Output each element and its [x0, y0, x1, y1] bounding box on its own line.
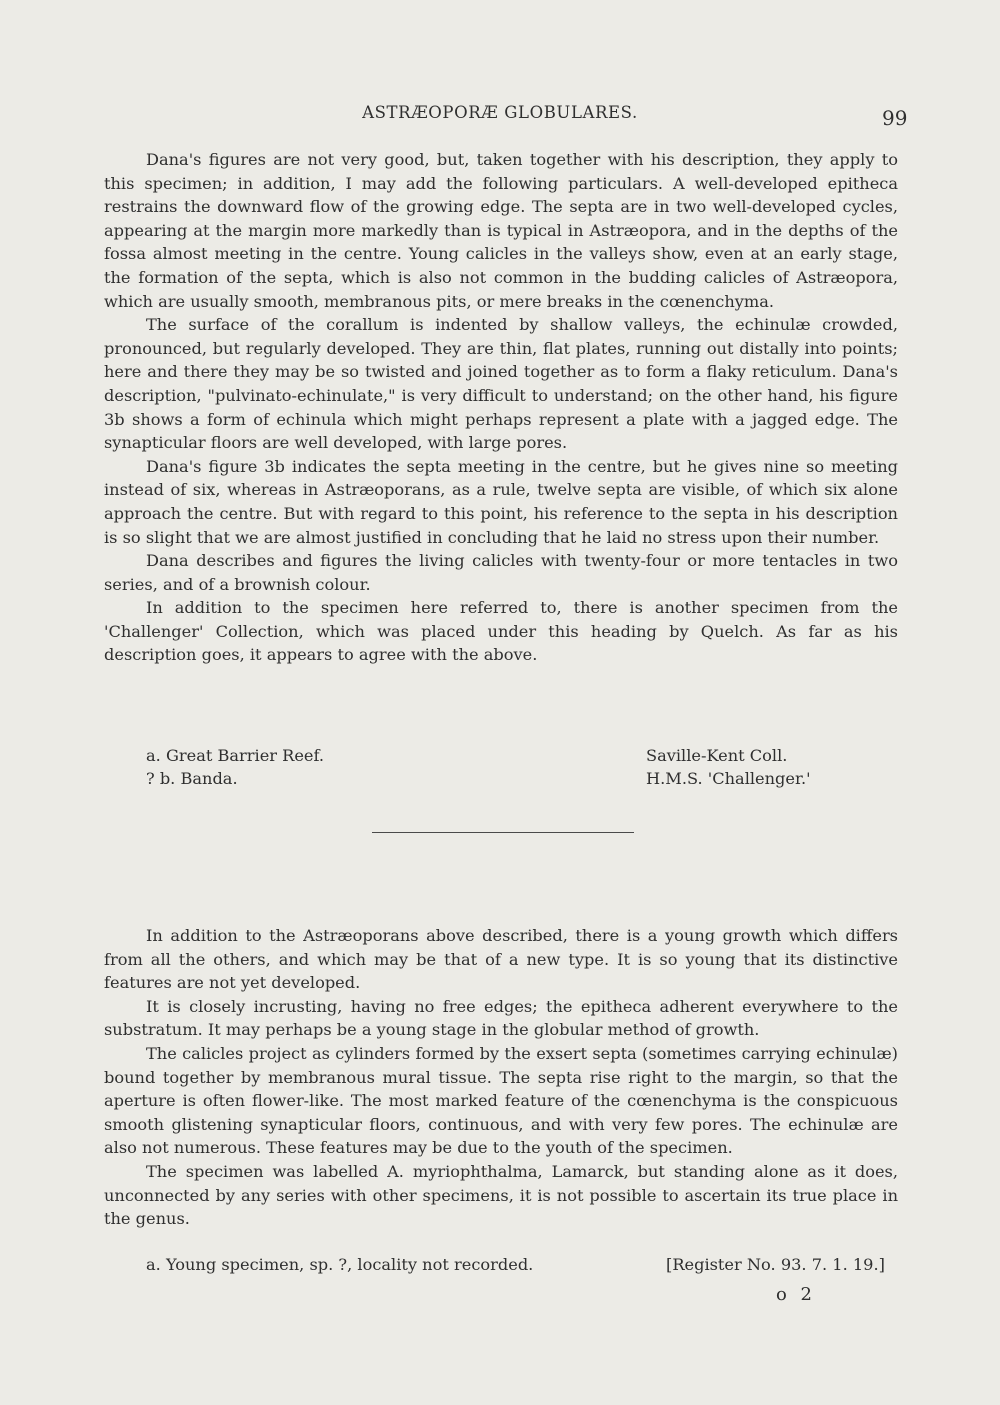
section-1 [104, 148, 898, 667]
specimen-row [146, 744, 906, 767]
section-2 [104, 924, 898, 1231]
signature-mark: o 2 [776, 1284, 817, 1305]
paragraph: It is closely incrusting, having no free edges; the epitheca adherent everywhere to the substratum. It may perhaps be a young stage in the globular method of growth. [104, 996, 898, 1040]
specimen-label: ? b. Banda. [146, 769, 238, 788]
specimen-label: a. Great Barrier Reef. [146, 746, 325, 765]
paragraph: In addition to the specimen here referred to, there is another specimen from the 'Challenger' Collection, which was placed under this heading by Quelch. As far as his description goes, it appears to agree with the above. [104, 598, 898, 665]
specimen-list [146, 744, 906, 790]
register-number: [Register No. 93. 7. 1. 19.] [666, 1255, 885, 1274]
paragraph: Dana's figure 3b indicates the septa meeting in the centre, but he gives nine so meeting instead of six, whereas in Astræoporans, as a rule, twelve septa are visible, of which six alone approach the centre. But with regard to this point, his reference to the septa in his description is so slight that we are almost justified in concluding that he laid no stress upon their number. [104, 456, 898, 547]
paragraph: The specimen was labelled A. myriophthalma, Lamarck, but standing alone as it does, unconnected by any series with other specimens, it is not possible to ascertain its true place in the genus. [104, 1161, 898, 1229]
paragraph: The calicles project as cylinders formed by the exsert septa (sometimes carrying echinulæ) bound together by membranous mural tissue. The septa rise right to the margin, so that the aperture is often flower-like. The most marked feature of the cœnenchyma is the conspicuous smooth glistening synapticular floors, continuous, and with very few pores. The echinulæ are also not numerous. These features may be due to the youth of the specimen. [104, 1043, 898, 1158]
section-divider [372, 832, 634, 833]
specimen-collection: Saville-Kent Coll. [646, 746, 788, 765]
specimen-collection: H.M.S. 'Challenger.' [646, 769, 811, 788]
running-title: ASTRÆOPORÆ GLOBULARES. [362, 103, 638, 122]
page-number: 99 [882, 106, 908, 130]
paragraph: Dana's figures are not very good, but, taken together with his description, they apply to this specimen; in addition, I may add the following particulars. A well-developed epitheca restrains the downward flow of the growing edge. The septa are in two well-developed cycles, appearing at the margin more markedly than is typical in Astræopora, and in the depths of the fossa almost meeting in the centre. Young calicles in the valleys show, even at an early stage, the formation of the septa, which is also not common in the budding calicles of Astræopora, which are usually smooth, membranous pits, or mere breaks in the cœnenchyma. [104, 150, 898, 311]
paragraph: The surface of the corallum is indented by shallow valleys, the echinulæ crowded, pronounced, but regularly developed. They are thin, flat plates, running out distally into points; here and there they may be so twisted and joined together as to form a flaky reticulum. Dana's description, "pulvinato-echinulate," is very difficult to understand; on the other hand, his figure 3b shows a form of echinula which might perhaps represent a plate with a jagged edge. The synapticular floors are well developed, with large pores. [104, 315, 898, 453]
footer-specimen: a. Young specimen, sp. ?, locality not recorded. [146, 1255, 534, 1274]
paragraph: Dana describes and figures the living calicles with twenty-four or more tentacles in two series, and of a brownish colour. [104, 551, 898, 594]
specimen-row [146, 767, 906, 790]
paragraph: In addition to the Astræoporans above described, there is a young growth which differs from all the others, and which may be that of a new type. It is so young that its distinctive features are not yet developed. [104, 926, 898, 993]
